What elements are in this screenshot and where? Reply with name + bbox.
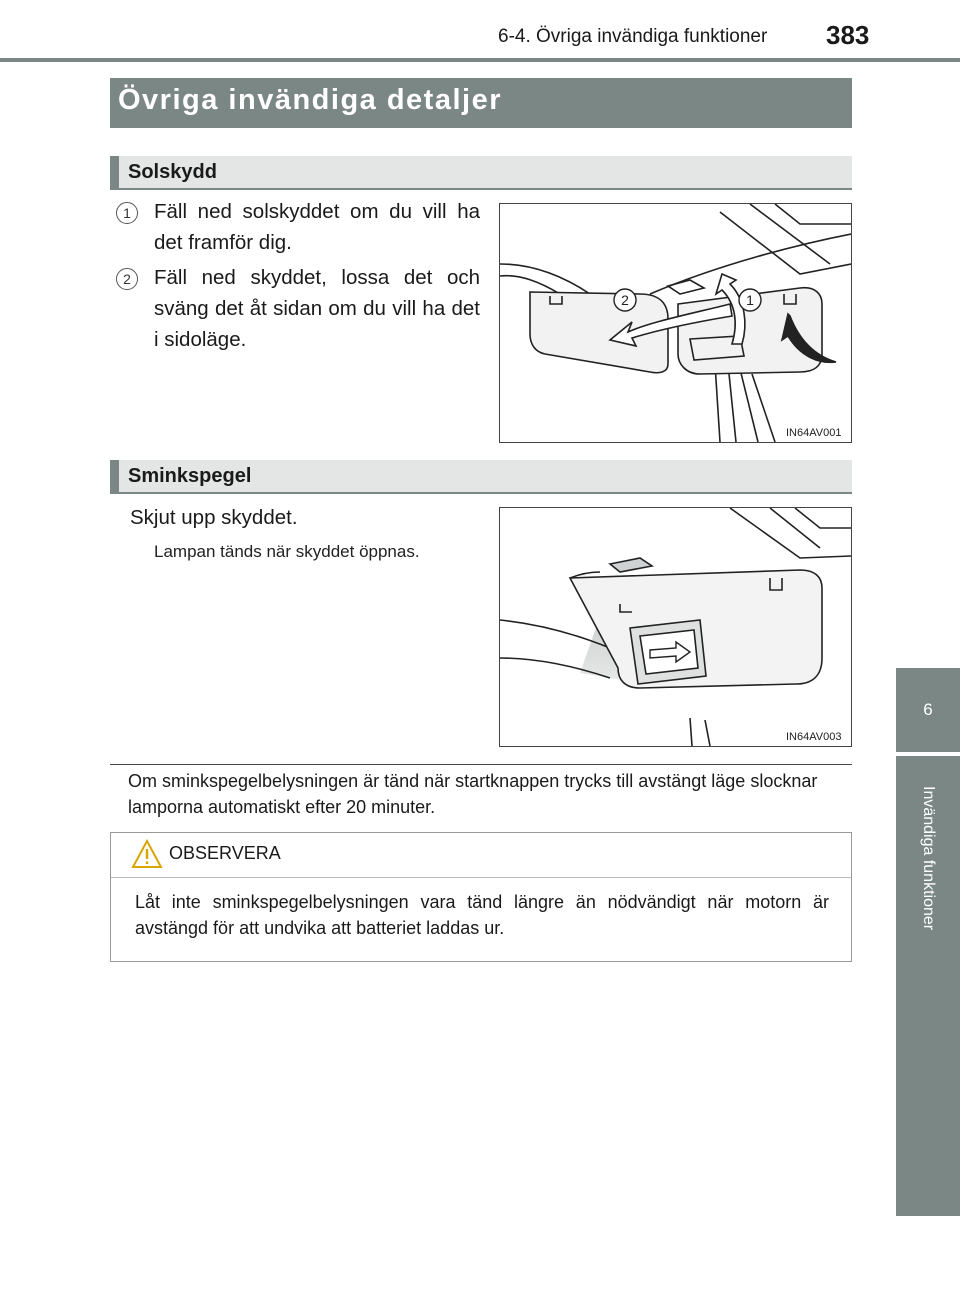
page-title: Övriga invändiga detaljer [110,78,852,128]
step-number-badge: 2 [116,268,138,290]
chapter-number: 6 [923,700,933,719]
header-rule [0,58,960,62]
note-rule [110,764,852,765]
callout-2 [614,289,636,311]
sun-visor-illustration [499,203,852,443]
running-header-title: 6-4. Övriga invändiga funktioner [498,26,768,47]
vanity-mirror-illustration [499,507,852,747]
section-heading-solskydd [110,156,852,190]
section-heading-sminkspegel [110,460,852,494]
chapter-number-tab [896,668,960,752]
warning-icon [131,839,163,869]
caution-title: OBSERVERA [169,843,281,863]
vanity-mirror-drawing [500,508,851,746]
chapter-label: Invändiga funktioner [920,786,937,931]
section-heading-text: Sminkspegel [128,465,252,487]
chapter-label-wrap [896,756,960,1216]
svg-text:2: 2 [621,292,629,308]
caution-header [111,833,851,878]
step-number-badge: 1 [116,202,138,224]
footnote: Om sminkspegelbelysningen är tänd när startknappen trycks till avstängt läge slocknar lamporna automatiskt efter 20 minuter. [128,771,818,817]
page-number: 383 [826,20,870,50]
sun-visor-drawing [500,204,851,442]
svg-text:1: 1 [746,292,754,308]
step-text: Fäll ned skyddet, lossa det och sväng det åt sidan om du vill ha det i sidoläge. [154,266,480,351]
caution-box [110,832,852,962]
instruction-text: Skjut upp skyddet. [130,506,298,529]
figure-code: IN64AV001 [786,427,842,439]
callout-1 [739,289,761,311]
figure-code: IN64AV003 [786,731,842,743]
instruction-note: Lampan tänds när skyddet öppnas. [154,542,420,561]
caution-text: Låt inte sminkspegelbelysningen vara tänd längre än nödvändigt när motorn är avstängd för att undvika att batteriet laddas ur. [135,892,829,938]
step-text: Fäll ned solskyddet om du vill ha det framför dig. [154,200,480,254]
section-heading-text: Solskydd [128,161,217,183]
